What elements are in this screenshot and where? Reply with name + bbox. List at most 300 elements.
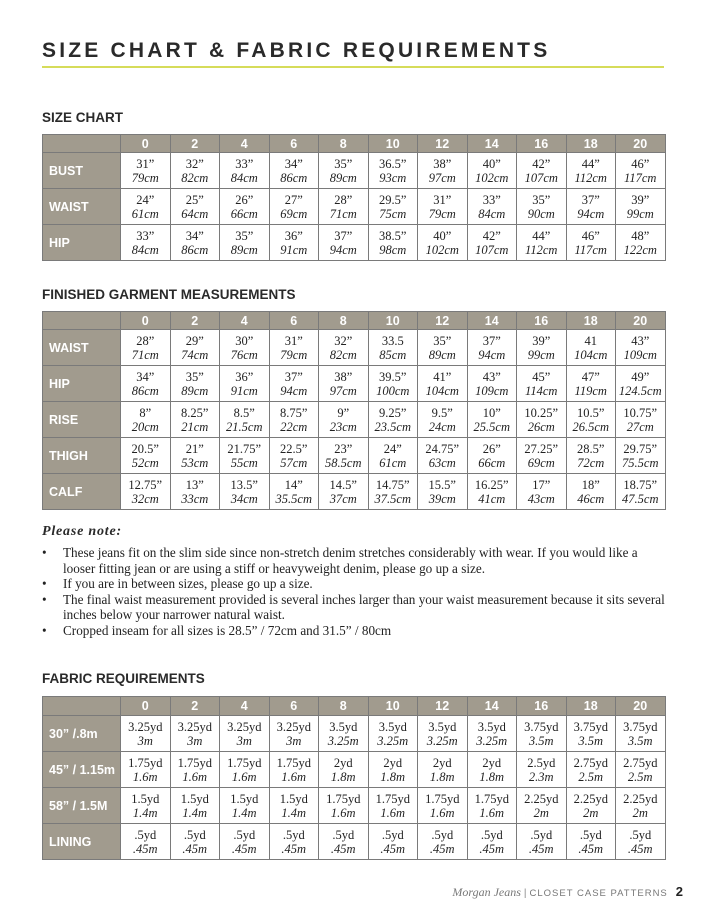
imperial-value: 9”	[337, 405, 350, 420]
metric-value: 104cm	[574, 347, 608, 362]
imperial-value: 26”	[482, 441, 501, 456]
imperial-value: 36”	[284, 228, 303, 243]
metric-value: 74cm	[181, 347, 209, 362]
imperial-value: 10”	[482, 405, 501, 420]
size-header-10: 10	[368, 312, 418, 330]
row-label: HIP	[43, 225, 121, 261]
imperial-value: 47”	[581, 369, 600, 384]
metric-value: 3.25m	[476, 733, 508, 748]
size-header-16: 16	[517, 312, 567, 330]
imperial-value: 1.75yd	[474, 791, 509, 806]
imperial-value: .5yd	[134, 827, 157, 842]
imperial-value: 3.75yd	[623, 719, 658, 734]
metric-value: 37.5cm	[374, 491, 411, 506]
table-row	[43, 716, 666, 752]
table-cell	[170, 153, 220, 189]
metric-value: 3m	[137, 733, 153, 748]
table-cell	[616, 225, 666, 261]
footer	[452, 883, 683, 901]
imperial-value: 33”	[235, 156, 254, 171]
table-cell	[121, 366, 171, 402]
table-cell	[269, 225, 319, 261]
imperial-value: .5yd	[183, 827, 206, 842]
imperial-value: 14.75”	[375, 477, 410, 492]
metric-value: 90cm	[527, 206, 555, 221]
table-cell	[616, 752, 666, 788]
table-cell	[220, 474, 270, 510]
metric-value: 52cm	[131, 455, 159, 470]
metric-value: 97cm	[428, 170, 456, 185]
table-cell	[269, 438, 319, 474]
table-cell	[616, 153, 666, 189]
imperial-value: 27.25”	[524, 441, 559, 456]
imperial-value: 46”	[631, 156, 650, 171]
size-chart-table	[42, 134, 666, 261]
table-cell	[517, 824, 567, 860]
table-cell	[566, 330, 616, 366]
imperial-value: 21.75”	[227, 441, 262, 456]
metric-value: 84cm	[230, 170, 258, 185]
table-cell	[121, 402, 171, 438]
table-row	[43, 366, 666, 402]
imperial-value: 15.5”	[428, 477, 456, 492]
table-cell	[220, 330, 270, 366]
note-item	[42, 592, 667, 623]
metric-value: 1.6m	[281, 769, 307, 784]
metric-value: 57cm	[280, 455, 308, 470]
table-cell	[220, 189, 270, 225]
imperial-value: 29.5”	[379, 192, 407, 207]
metric-value: 3m	[236, 733, 252, 748]
table-cell	[121, 225, 171, 261]
imperial-value: 3.25yd	[276, 719, 311, 734]
metric-value: 3.25m	[327, 733, 359, 748]
table-cell	[170, 824, 220, 860]
metric-value: 72cm	[577, 455, 605, 470]
size-header-6: 6	[269, 312, 319, 330]
table-cell	[566, 752, 616, 788]
metric-value: 1.6m	[231, 769, 257, 784]
table-cell	[517, 189, 567, 225]
size-header-14: 14	[467, 697, 517, 716]
table-row	[43, 824, 666, 860]
metric-value: 82cm	[329, 347, 357, 362]
imperial-value: 3.5yd	[428, 719, 457, 734]
table-cell	[368, 788, 418, 824]
imperial-value: 39”	[631, 192, 650, 207]
imperial-value: 32”	[334, 333, 353, 348]
imperial-value: 39.5”	[379, 369, 407, 384]
imperial-value: 40”	[433, 228, 452, 243]
imperial-value: 35”	[433, 333, 452, 348]
imperial-value: 36”	[235, 369, 254, 384]
imperial-value: 31”	[136, 156, 155, 171]
size-header-14: 14	[467, 135, 517, 153]
metric-value: 109cm	[623, 347, 657, 362]
imperial-value: 37”	[581, 192, 600, 207]
size-header-6: 6	[269, 697, 319, 716]
header-corner	[43, 312, 121, 330]
metric-value: 102cm	[475, 170, 509, 185]
imperial-value: 41	[584, 333, 597, 348]
table-cell	[467, 366, 517, 402]
imperial-value: .5yd	[629, 827, 652, 842]
table-cell	[566, 716, 616, 752]
row-label: CALF	[43, 474, 121, 510]
imperial-value: 35”	[334, 156, 353, 171]
imperial-value: 1.5yd	[279, 791, 308, 806]
note-text: These jeans fit on the slim side since non-stretch denim stretches considerably with wear. If you would like a looser fitting jean or are using a stiff or heavyweight denim, please go up a size.	[63, 545, 638, 576]
size-header-12: 12	[418, 697, 468, 716]
table-cell	[418, 153, 468, 189]
metric-value: 27cm	[626, 419, 654, 434]
imperial-value: 35”	[185, 369, 204, 384]
imperial-value: 9.5”	[431, 405, 453, 420]
metric-value: 64cm	[181, 206, 209, 221]
table-cell	[269, 366, 319, 402]
table-cell	[269, 402, 319, 438]
row-label: THIGH	[43, 438, 121, 474]
imperial-value: 3.25yd	[177, 719, 212, 734]
note-item	[42, 623, 667, 639]
table-cell	[220, 752, 270, 788]
metric-value: 94cm	[329, 242, 357, 257]
imperial-value: 24.75”	[425, 441, 460, 456]
imperial-value: 38”	[334, 369, 353, 384]
metric-value: 97cm	[329, 383, 357, 398]
metric-value: 76cm	[230, 347, 258, 362]
metric-value: 91cm	[230, 383, 258, 398]
metric-value: .45m	[380, 841, 406, 856]
finished-measurements-heading: FINISHED GARMENT MEASUREMENTS	[42, 287, 296, 302]
table-cell	[467, 189, 517, 225]
metric-value: 1.4m	[231, 805, 257, 820]
imperial-value: 1.5yd	[180, 791, 209, 806]
table-cell	[269, 788, 319, 824]
imperial-value: 48”	[631, 228, 650, 243]
imperial-value: 10.5”	[577, 405, 605, 420]
table-cell	[368, 330, 418, 366]
imperial-value: .5yd	[332, 827, 355, 842]
metric-value: 66cm	[478, 455, 506, 470]
title-rule	[42, 66, 664, 68]
imperial-value: 31”	[433, 192, 452, 207]
imperial-value: 2.25yd	[623, 791, 658, 806]
table-cell	[566, 189, 616, 225]
table-row	[43, 402, 666, 438]
imperial-value: 43”	[482, 369, 501, 384]
table-cell	[616, 716, 666, 752]
metric-value: 1.6m	[429, 805, 455, 820]
footer-brand: Morgan Jeans	[452, 885, 521, 899]
metric-value: 85cm	[379, 347, 407, 362]
imperial-value: .5yd	[480, 827, 503, 842]
metric-value: 1.4m	[281, 805, 307, 820]
metric-value: 1.8m	[479, 769, 505, 784]
metric-value: .45m	[479, 841, 505, 856]
table-cell	[220, 153, 270, 189]
row-label: 58” / 1.5M	[43, 788, 121, 824]
table-cell	[170, 366, 220, 402]
imperial-value: 30”	[235, 333, 254, 348]
imperial-value: 28.5”	[577, 441, 605, 456]
imperial-value: 2.25yd	[573, 791, 608, 806]
imperial-value: 20.5”	[131, 441, 159, 456]
imperial-value: 2yd	[333, 755, 353, 770]
imperial-value: 37”	[284, 369, 303, 384]
footer-separator: |	[523, 888, 527, 899]
imperial-value: 41”	[433, 369, 452, 384]
size-header-row	[43, 135, 666, 153]
metric-value: 122cm	[623, 242, 657, 257]
metric-value: 33cm	[181, 491, 209, 506]
imperial-value: 3.5yd	[477, 719, 506, 734]
row-label: BUST	[43, 153, 121, 189]
size-header-4: 4	[220, 312, 270, 330]
row-label: LINING	[43, 824, 121, 860]
table-cell	[467, 438, 517, 474]
imperial-value: 2.5yd	[527, 755, 556, 770]
metric-value: 94cm	[280, 383, 308, 398]
metric-value: 89cm	[428, 347, 456, 362]
imperial-value: 24”	[136, 192, 155, 207]
metric-value: 3.5m	[578, 733, 604, 748]
imperial-value: 35”	[235, 228, 254, 243]
table-cell	[566, 788, 616, 824]
size-header-0: 0	[121, 697, 171, 716]
table-cell	[517, 788, 567, 824]
imperial-value: 27”	[284, 192, 303, 207]
imperial-value: 22.5”	[280, 441, 308, 456]
imperial-value: 44”	[581, 156, 600, 171]
table-cell	[121, 788, 171, 824]
metric-value: 91cm	[280, 242, 308, 257]
table-cell	[418, 824, 468, 860]
table-cell	[368, 438, 418, 474]
imperial-value: 34”	[284, 156, 303, 171]
imperial-value: 44”	[532, 228, 551, 243]
table-cell	[418, 752, 468, 788]
imperial-value: 1.75yd	[326, 791, 361, 806]
metric-value: 75cm	[379, 206, 407, 221]
table-cell	[368, 225, 418, 261]
imperial-value: 23”	[334, 441, 353, 456]
imperial-value: 24”	[383, 441, 402, 456]
metric-value: 3m	[286, 733, 302, 748]
metric-value: 109cm	[475, 383, 509, 398]
row-label: 30” /.8m	[43, 716, 121, 752]
size-header-2: 2	[170, 312, 220, 330]
imperial-value: 3.5yd	[329, 719, 358, 734]
size-header-10: 10	[368, 135, 418, 153]
metric-value: 34cm	[230, 491, 258, 506]
metric-value: 37cm	[329, 491, 357, 506]
size-header-6: 6	[269, 135, 319, 153]
metric-value: 1.6m	[380, 805, 406, 820]
imperial-value: 2.25yd	[524, 791, 559, 806]
imperial-value: 8.5”	[233, 405, 255, 420]
note-title: Please note:	[42, 524, 122, 539]
table-cell	[566, 402, 616, 438]
table-cell	[467, 153, 517, 189]
size-header-20: 20	[616, 697, 666, 716]
table-cell	[269, 824, 319, 860]
table-cell	[121, 752, 171, 788]
metric-value: 124.5cm	[618, 383, 662, 398]
imperial-value: 29”	[185, 333, 204, 348]
metric-value: 79cm	[131, 170, 159, 185]
metric-value: 58.5cm	[325, 455, 362, 470]
table-cell	[319, 153, 369, 189]
table-cell	[319, 366, 369, 402]
imperial-value: 33”	[482, 192, 501, 207]
size-header-20: 20	[616, 312, 666, 330]
imperial-value: 40”	[482, 156, 501, 171]
page-number: 2	[675, 884, 683, 899]
table-row	[43, 153, 666, 189]
imperial-value: 18”	[581, 477, 600, 492]
table-cell	[170, 189, 220, 225]
size-header-18: 18	[566, 697, 616, 716]
imperial-value: 1.75yd	[177, 755, 212, 770]
table-cell	[517, 402, 567, 438]
table-cell	[418, 402, 468, 438]
metric-value: 26cm	[527, 419, 555, 434]
metric-value: .45m	[281, 841, 307, 856]
imperial-value: 1.75yd	[375, 791, 410, 806]
imperial-value: 38.5”	[379, 228, 407, 243]
metric-value: .45m	[528, 841, 554, 856]
metric-value: 3.5m	[627, 733, 653, 748]
size-header-4: 4	[220, 697, 270, 716]
imperial-value: 25”	[185, 192, 204, 207]
metric-value: 71cm	[131, 347, 159, 362]
imperial-value: .5yd	[431, 827, 454, 842]
imperial-value: 13”	[185, 477, 204, 492]
metric-value: 114cm	[525, 383, 558, 398]
table-cell	[368, 824, 418, 860]
table-cell	[517, 153, 567, 189]
footer-company: CLOSET CASE PATTERNS	[529, 888, 668, 899]
metric-value: 2m	[583, 805, 599, 820]
imperial-value: 3.75yd	[524, 719, 559, 734]
imperial-value: 28”	[334, 192, 353, 207]
row-label: RISE	[43, 402, 121, 438]
metric-value: 21.5cm	[226, 419, 263, 434]
imperial-value: 33”	[136, 228, 155, 243]
metric-value: .45m	[330, 841, 356, 856]
imperial-value: 14.5”	[329, 477, 357, 492]
table-row	[43, 474, 666, 510]
imperial-value: .5yd	[530, 827, 553, 842]
metric-value: 39cm	[428, 491, 456, 506]
table-cell	[517, 474, 567, 510]
metric-value: 61cm	[131, 206, 159, 221]
metric-value: 100cm	[376, 383, 410, 398]
imperial-value: 10.75”	[623, 405, 658, 420]
metric-value: 1.6m	[479, 805, 505, 820]
table-cell	[269, 752, 319, 788]
metric-value: 35.5cm	[275, 491, 312, 506]
size-header-14: 14	[467, 312, 517, 330]
table-row	[43, 788, 666, 824]
imperial-value: 32”	[185, 156, 204, 171]
size-chart-heading: SIZE CHART	[42, 110, 123, 125]
size-header-2: 2	[170, 697, 220, 716]
table-cell	[566, 366, 616, 402]
imperial-value: 1.5yd	[131, 791, 160, 806]
table-cell	[517, 225, 567, 261]
table-cell	[220, 225, 270, 261]
finished-measurements-table	[42, 311, 666, 510]
imperial-value: 49”	[631, 369, 650, 384]
imperial-value: 13.5”	[230, 477, 258, 492]
table-cell	[517, 366, 567, 402]
table-cell	[517, 330, 567, 366]
metric-value: 79cm	[428, 206, 456, 221]
table-cell	[170, 752, 220, 788]
table-cell	[517, 438, 567, 474]
table-cell	[467, 788, 517, 824]
size-header-0: 0	[121, 312, 171, 330]
table-cell	[616, 330, 666, 366]
imperial-value: 21”	[185, 441, 204, 456]
table-cell	[418, 189, 468, 225]
bullet-icon: •	[42, 622, 47, 638]
metric-value: .45m	[231, 841, 257, 856]
metric-value: 1.4m	[132, 805, 158, 820]
table-cell	[467, 824, 517, 860]
bullet-icon: •	[42, 545, 47, 560]
table-cell	[368, 474, 418, 510]
table-cell	[467, 752, 517, 788]
imperial-value: 31”	[284, 333, 303, 348]
metric-value: 84cm	[131, 242, 159, 257]
table-cell	[616, 189, 666, 225]
table-cell	[566, 153, 616, 189]
table-cell	[121, 438, 171, 474]
imperial-value: 42”	[532, 156, 551, 171]
page-title: SIZE CHART & FABRIC REQUIREMENTS	[42, 39, 551, 62]
size-header-row	[43, 312, 666, 330]
metric-value: 99cm	[626, 206, 654, 221]
metric-value: 55cm	[230, 455, 258, 470]
size-header-16: 16	[517, 697, 567, 716]
metric-value: 94cm	[478, 347, 506, 362]
metric-value: 3.5m	[528, 733, 554, 748]
metric-value: 86cm	[181, 242, 209, 257]
table-cell	[121, 474, 171, 510]
metric-value: 1.6m	[182, 769, 208, 784]
imperial-value: 35”	[532, 192, 551, 207]
table-cell	[517, 716, 567, 752]
table-cell	[220, 716, 270, 752]
header-corner	[43, 135, 121, 153]
imperial-value: 1.75yd	[425, 791, 460, 806]
imperial-value: 8.25”	[181, 405, 209, 420]
table-cell	[566, 824, 616, 860]
metric-value: 46cm	[577, 491, 605, 506]
imperial-value: 18.75”	[623, 477, 658, 492]
table-cell	[368, 716, 418, 752]
imperial-value: 2yd	[383, 755, 403, 770]
imperial-value: .5yd	[579, 827, 602, 842]
fabric-requirements-heading: FABRIC REQUIREMENTS	[42, 671, 205, 686]
table-cell	[220, 824, 270, 860]
table-cell	[368, 366, 418, 402]
metric-value: 104cm	[425, 383, 459, 398]
imperial-value: 33.5	[381, 333, 404, 348]
